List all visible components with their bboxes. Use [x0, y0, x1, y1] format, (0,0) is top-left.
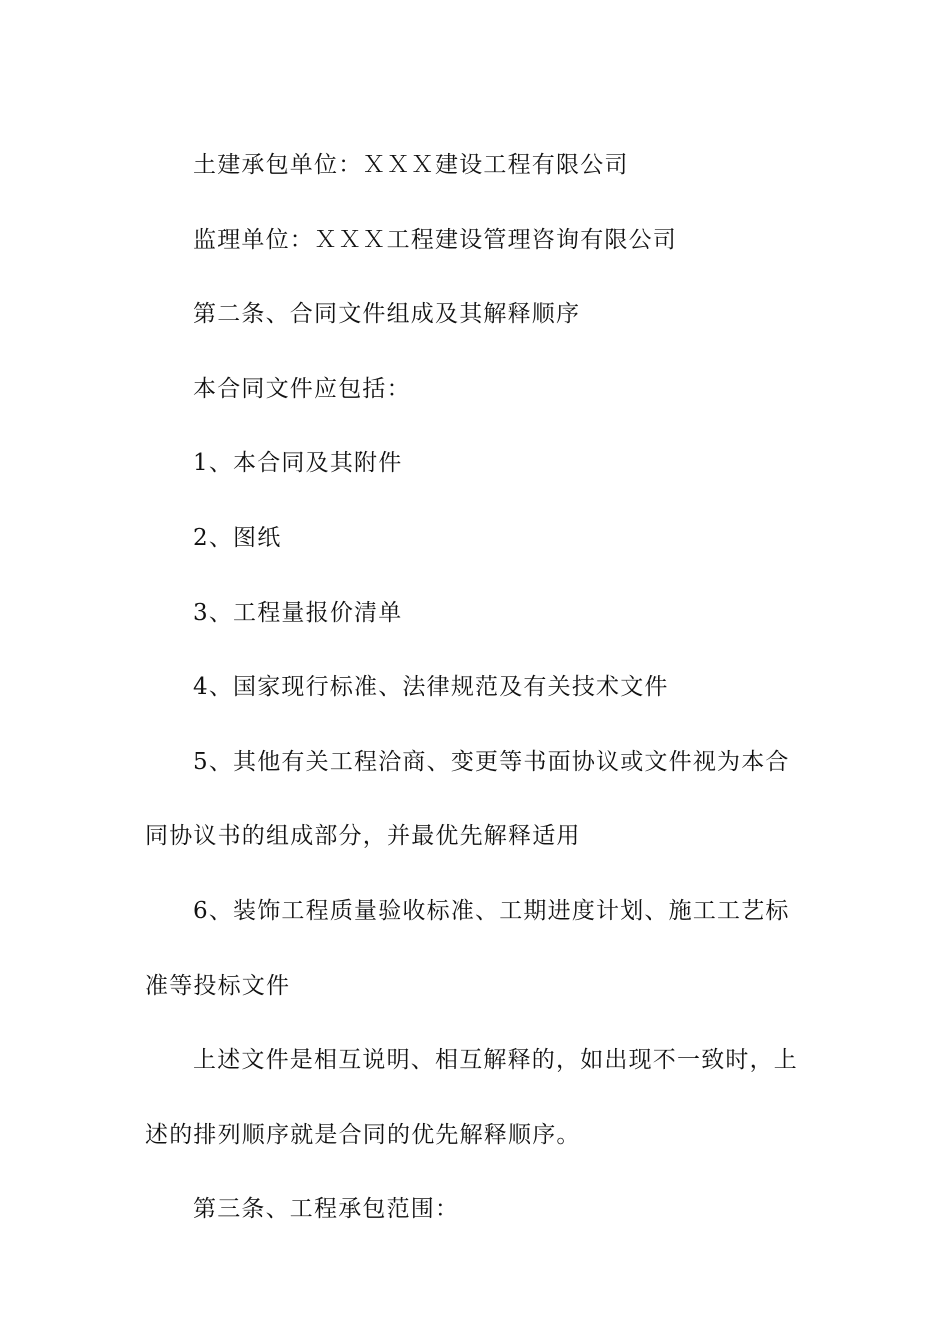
paragraph-civil-contractor: 土建承包单位：ＸＸＸ建设工程有限公司 — [193, 152, 629, 178]
heading-article-two: 第二条、合同文件组成及其解释顺序 — [193, 301, 581, 328]
list-item-4: 4、国家现行标准、法律规范及有关技术文件 — [193, 674, 669, 701]
paragraph-supervision-unit: 监理单位：ＸＸＸ工程建设管理咨询有限公司 — [193, 226, 677, 253]
document-body — [145, 128, 810, 1247]
list-item-3: 3、工程量报价清单 — [193, 599, 403, 626]
list-item-2: 2、图纸 — [193, 524, 282, 551]
list-item-5: 5、其他有关工程洽商、变更等书面协议或文件视为本合同协议书的组成部分，并最优先解释适用 — [145, 748, 790, 850]
list-item-6: 6、装饰工程质量验收标准、工期进度计划、施工工艺标准等投标文件 — [145, 897, 790, 999]
paragraph-contents-intro: 本合同文件应包括： — [193, 375, 411, 402]
paragraph-priority-note: 上述文件是相互说明、相互解释的，如出现不一致时，上述的排列顺序就是合同的优先解释顺序。 — [145, 1047, 798, 1148]
list-item-1: 1、本合同及其附件 — [193, 450, 403, 477]
heading-article-three: 第三条、工程承包范围： — [193, 1196, 460, 1223]
